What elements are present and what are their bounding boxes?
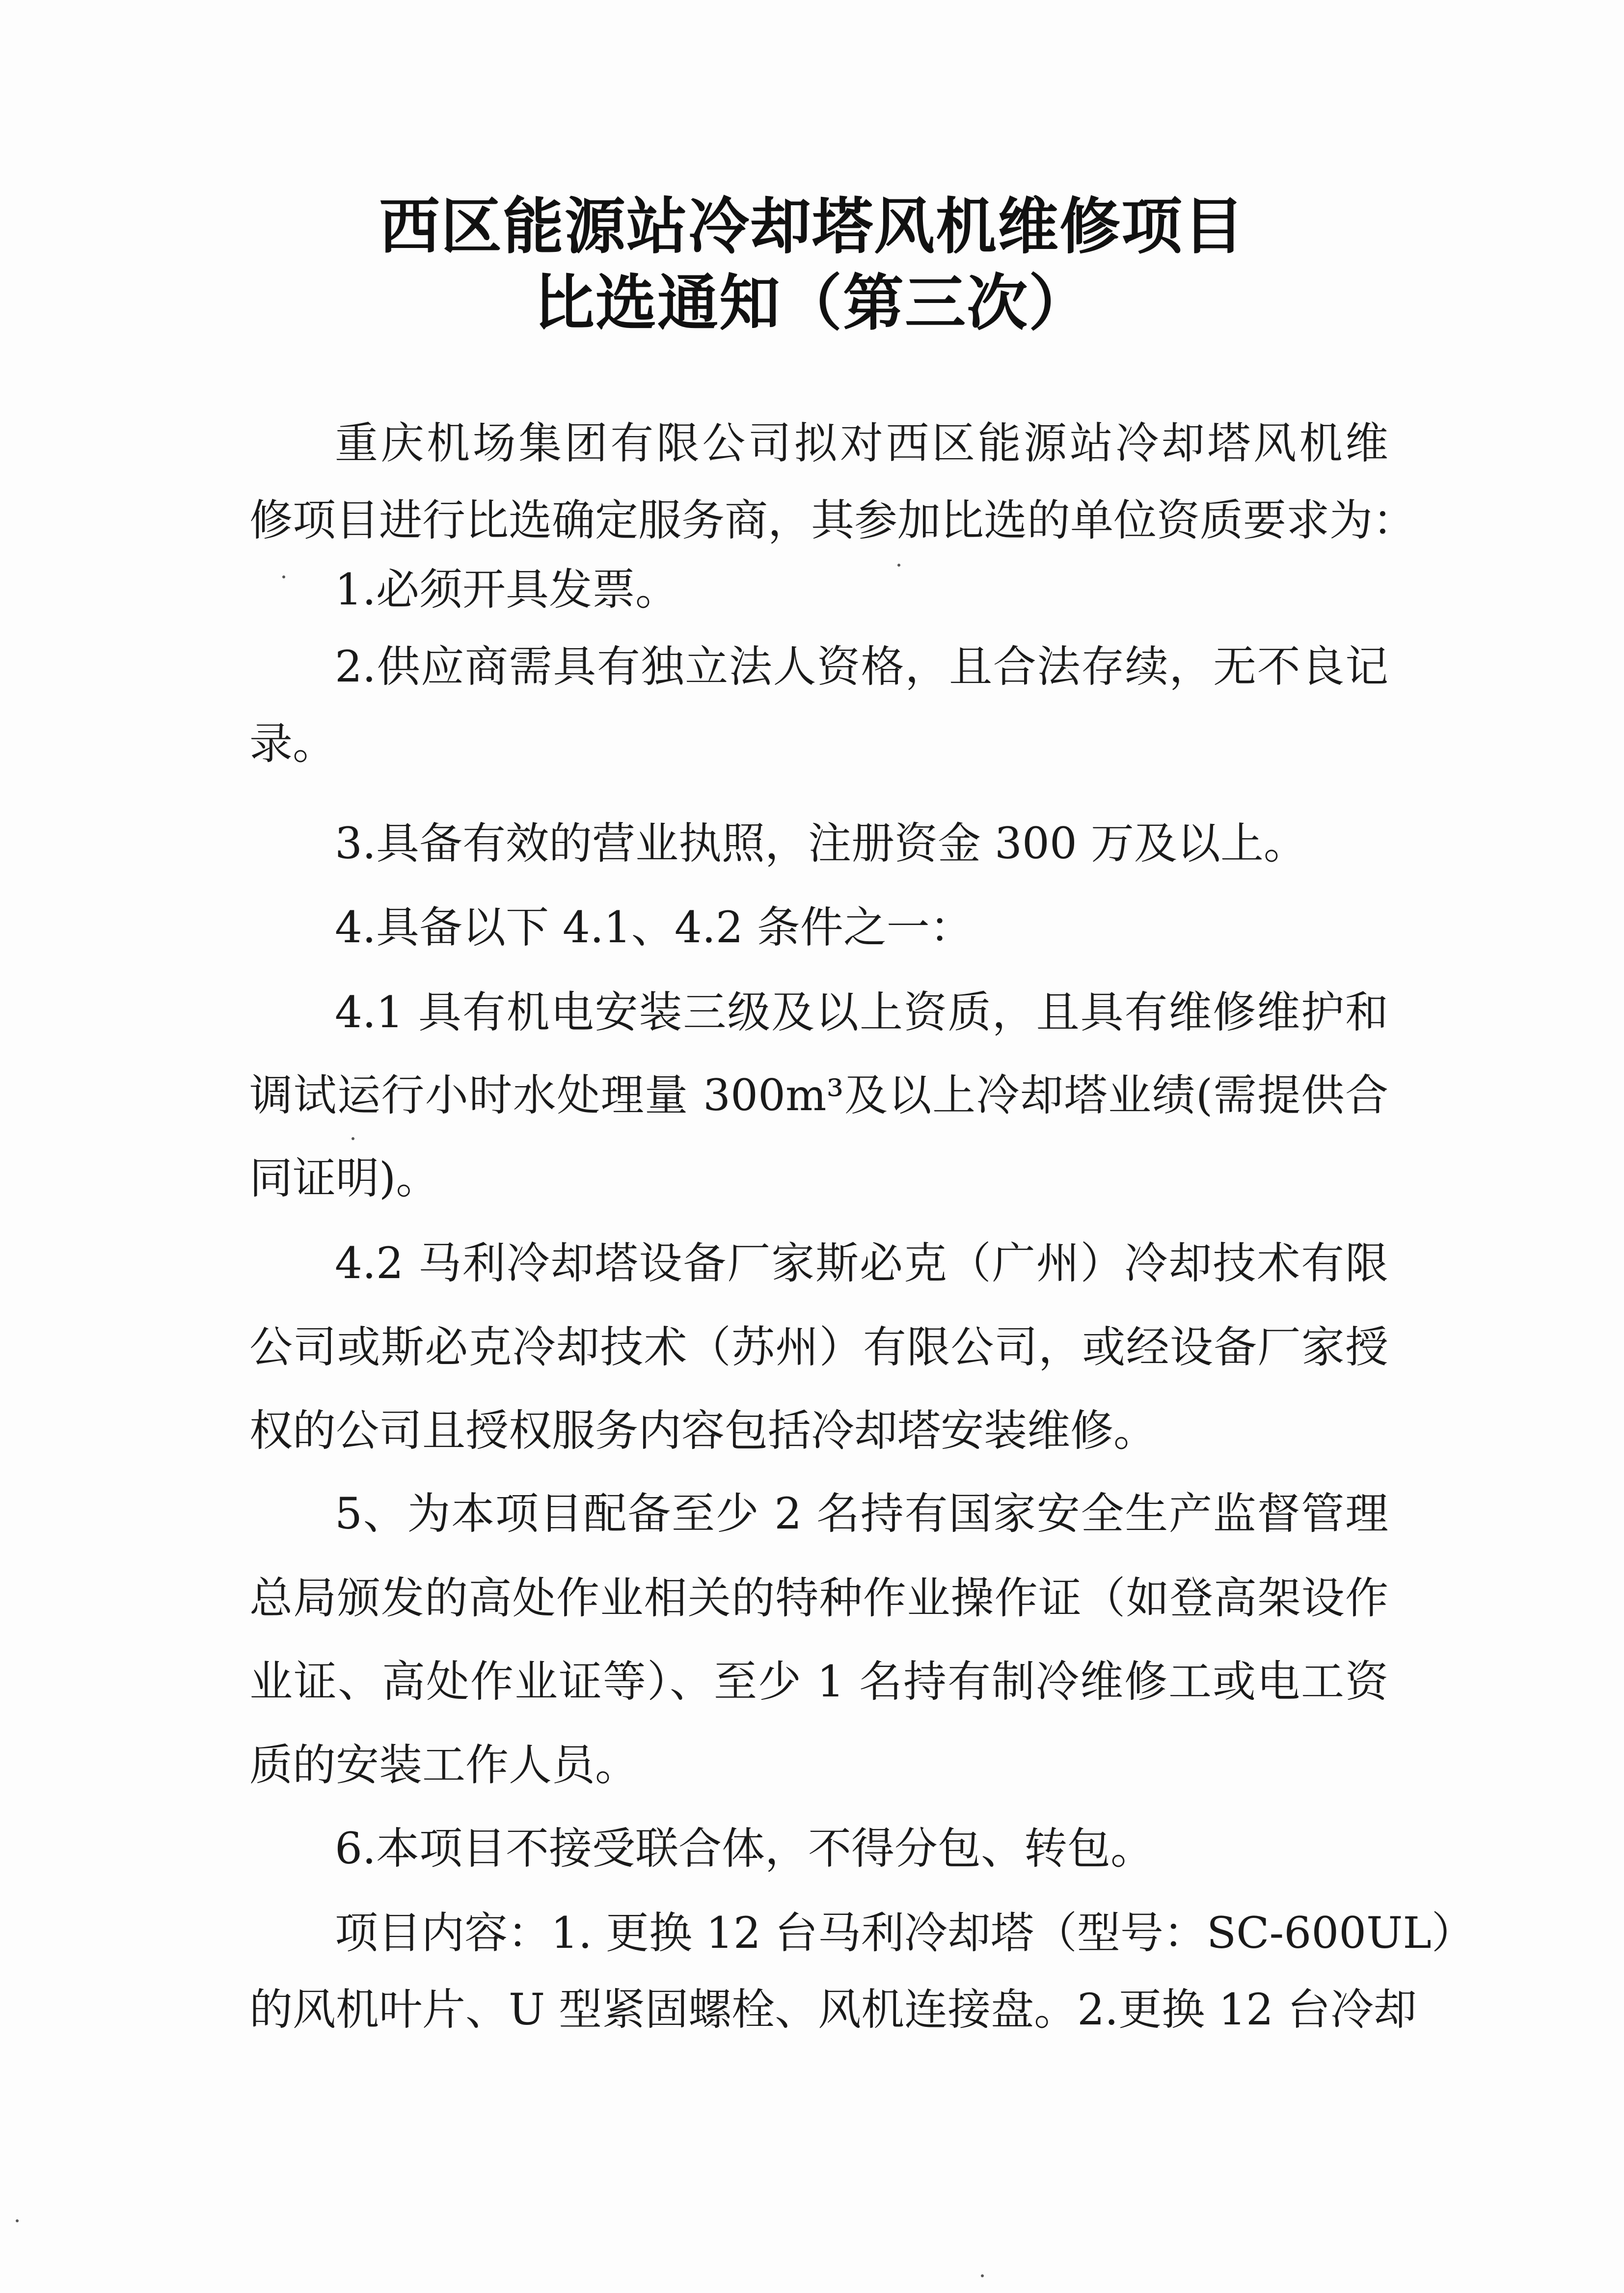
project-content-line-1: 项目内容：1. 更换 12 台马利冷却塔（型号：SC-600UL） [335, 1908, 1475, 1958]
requirement-4-2-line-2: 公司或斯必克冷却技术（苏州）有限公司，或经设备厂家授 [249, 1322, 1388, 1372]
requirement-6: 6.本项目不接受联合体，不得分包、转包。 [335, 1823, 1154, 1874]
scan-speck [352, 1137, 354, 1140]
scan-speck [897, 564, 900, 567]
scan-speck [282, 575, 285, 578]
requirement-5-line-1: 5、为本项目配备至少 2 名持有国家安全生产监督管理 [335, 1488, 1388, 1539]
scan-speck [16, 2219, 19, 2222]
requirement-4-2-line-3: 权的公司且授权服务内容包括冷却塔安装维修。 [249, 1405, 1157, 1456]
requirement-2-line-1: 2.供应商需具有独立法人资格，且合法存续，无不良记 [335, 641, 1388, 692]
document-title-line-1: 西区能源站冷却塔风机维修项目 [379, 191, 1245, 262]
requirement-4-1-line-3: 同证明)。 [249, 1153, 439, 1203]
requirement-1: 1.必须开具发票。 [335, 564, 678, 615]
project-content-line-2: 的风机叶片、U 型紧固螺栓、风机连接盘。2.更换 12 台冷却 [249, 1984, 1417, 2035]
requirement-2-line-2: 录。 [249, 718, 336, 769]
requirement-4-2-line-1: 4.2 马利冷却塔设备厂家斯必克（广州）冷却技术有限 [335, 1238, 1388, 1288]
requirement-5-line-3: 业证、高处作业证等）、至少 1 名持有制冷维修工或电工资 [249, 1656, 1388, 1707]
document-title-line-2: 比选通知（第三次） [533, 268, 1090, 339]
requirement-4-1-line-1: 4.1 具有机电安装三级及以上资质，且具有维修维护和 [335, 987, 1388, 1037]
scan-speck [981, 2274, 984, 2277]
requirement-4: 4.具备以下 4.1、4.2 条件之一： [335, 902, 973, 953]
paragraph-intro-line-2: 修项目进行比选确定服务商，其参加比选的单位资质要求为： [249, 495, 1416, 546]
requirement-5-line-4: 质的安装工作人员。 [249, 1740, 639, 1790]
requirement-5-line-2: 总局颁发的高处作业相关的特种作业操作证（如登高架设作 [249, 1573, 1388, 1623]
requirement-3: 3.具备有效的营业执照，注册资金 300 万及以上。 [335, 818, 1307, 869]
requirement-4-1-line-2: 调试运行小时水处理量 300m³及以上冷却塔业绩(需提供合 [249, 1070, 1388, 1120]
paragraph-intro-line-1: 重庆机场集团有限公司拟对西区能源站冷却塔风机维 [335, 418, 1388, 468]
